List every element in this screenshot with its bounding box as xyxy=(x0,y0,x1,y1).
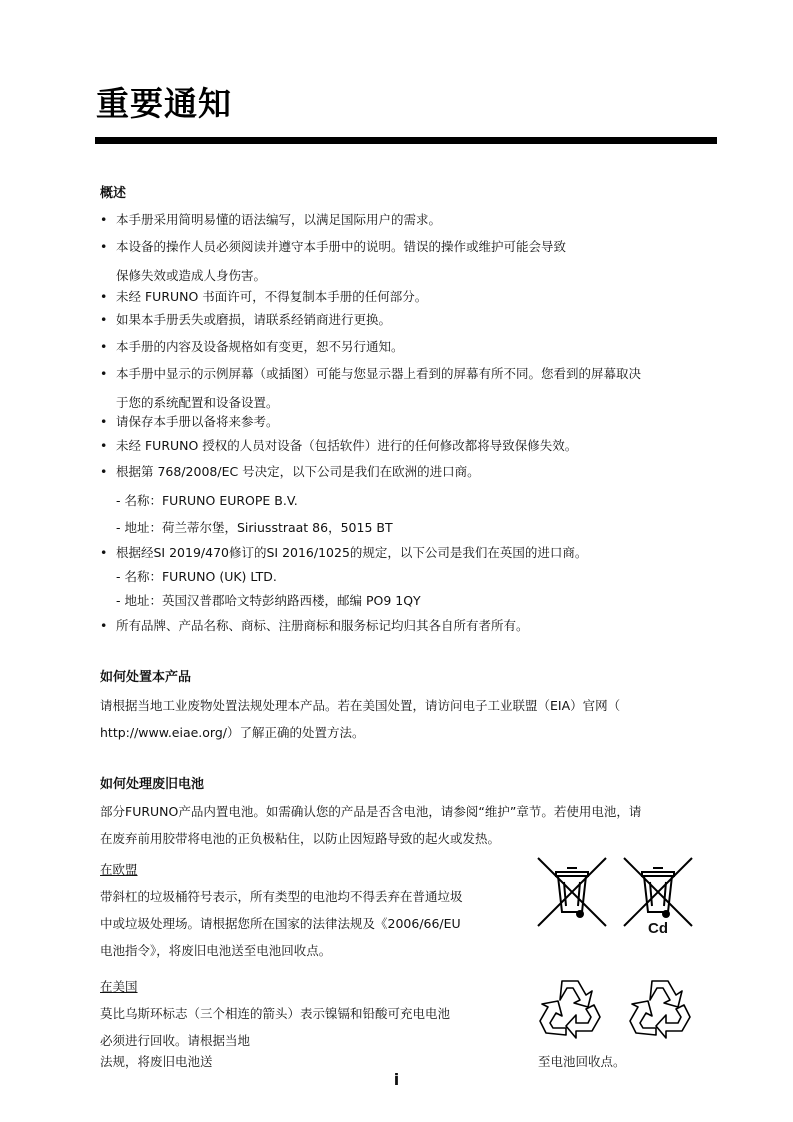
uk-importer-name: - 名称：FURUNO (UK) LTD. xyxy=(116,569,277,584)
us-text-line: 法规，将废旧电池送 xyxy=(100,1054,213,1069)
list-item: • 根据经SI 2019/470修订的SI 2016/1025的规定，以下公司是我们在英国的进口商。 xyxy=(100,545,588,560)
recycle-icon xyxy=(626,975,694,1041)
list-item: • 本手册采用简明易懂的语法编写，以满足国际用户的需求。 xyxy=(100,212,442,227)
dispose-text-line: 请根据当地工业废物处置法规处理本产品。若在美国处置，请访问电子工业联盟（EIA）官网（ xyxy=(100,698,621,713)
battery-text-line: 部分FURUNO产品内置电池。如需确认您的产品是否含电池，请参阅“维护”章节。若使用电池，请 xyxy=(100,804,642,819)
list-item: • 本手册中显示的示例屏幕（或插图）可能与您显示器上看到的屏幕有所不同。您看到的屏幕取决 xyxy=(100,366,642,381)
eu-text-line: 带斜杠的垃圾桶符号表示，所有类型的电池均不得丢弃在普通垃圾 xyxy=(100,889,463,904)
list-item: • 请保存本手册以备将来参考。 xyxy=(100,414,279,429)
eu-text-line: 中或垃圾处理场。请根据您所在国家的法律法规及《2006/66/EU xyxy=(100,916,461,931)
us-section-label: 在美国 xyxy=(100,979,138,994)
dispose-heading: 如何处置本产品 xyxy=(100,670,192,685)
us-text-line: 莫比乌斯环标志（三个相连的箭头）表示镍镉和铅酸可充电电池 xyxy=(100,1006,451,1021)
list-item-continuation: 于您的系统配置和设备设置。 xyxy=(116,395,279,410)
list-item: • 本设备的操作人员必须阅读并遵守本手册中的说明。错误的操作或维护可能会导致 xyxy=(100,239,567,254)
list-item-continuation: 保修失效或造成人身伤害。 xyxy=(116,268,267,283)
uk-importer-address: - 地址：英国汉普郡哈文特彭纳路西楼，邮编 PO9 1QY xyxy=(116,593,421,608)
title-rule xyxy=(95,137,717,144)
list-item: • 本手册的内容及设备规格如有变更，恕不另行通知。 xyxy=(100,339,404,354)
us-text-line: 必须进行回收。请根据当地 xyxy=(100,1033,251,1048)
list-item: • 所有品牌、产品名称、商标、注册商标和服务标记均归其各自所有者所有。 xyxy=(100,618,529,633)
crossed-bin-icon xyxy=(536,856,608,928)
eu-section-label: 在欧盟 xyxy=(100,862,138,877)
recycle-icon xyxy=(536,975,604,1041)
page-number: i xyxy=(393,1070,400,1089)
list-item: • 未经 FURUNO 授权的人员对设备（包括软件）进行的任何修改都将导致保修失效。 xyxy=(100,438,578,453)
eu-text-line: 电池指令》，将废旧电池送至电池回收点。 xyxy=(100,943,332,958)
battery-text-line: 在废弃前用胶带将电池的正负极粘住，以防止因短路导致的起火或发热。 xyxy=(100,831,501,846)
list-item: • 如果本手册丢失或磨损，请联系经销商进行更换。 xyxy=(100,312,392,327)
crossed-bin-cd-icon xyxy=(622,856,694,928)
cd-label: Cd xyxy=(648,920,668,937)
overview-heading: 概述 xyxy=(100,186,127,201)
eu-importer-address: - 地址：荷兰蒂尔堡，Siriusstraat 86，5015 BT xyxy=(116,520,393,535)
battery-heading: 如何处理废旧电池 xyxy=(100,777,205,792)
list-item: • 未经 FURUNO 书面许可，不得复制本手册的任何部分。 xyxy=(100,289,428,304)
page-title: 重要通知 xyxy=(96,84,232,123)
us-text-tail: 至电池回收点。 xyxy=(538,1054,626,1069)
eu-importer-name: - 名称：FURUNO EUROPE B.V. xyxy=(116,493,298,508)
dispose-text-line: http://www.eiae.org/）了解正确的处置方法。 xyxy=(100,725,365,740)
list-item: • 根据第 768/2008/EC 号决定，以下公司是我们在欧洲的进口商。 xyxy=(100,464,480,479)
